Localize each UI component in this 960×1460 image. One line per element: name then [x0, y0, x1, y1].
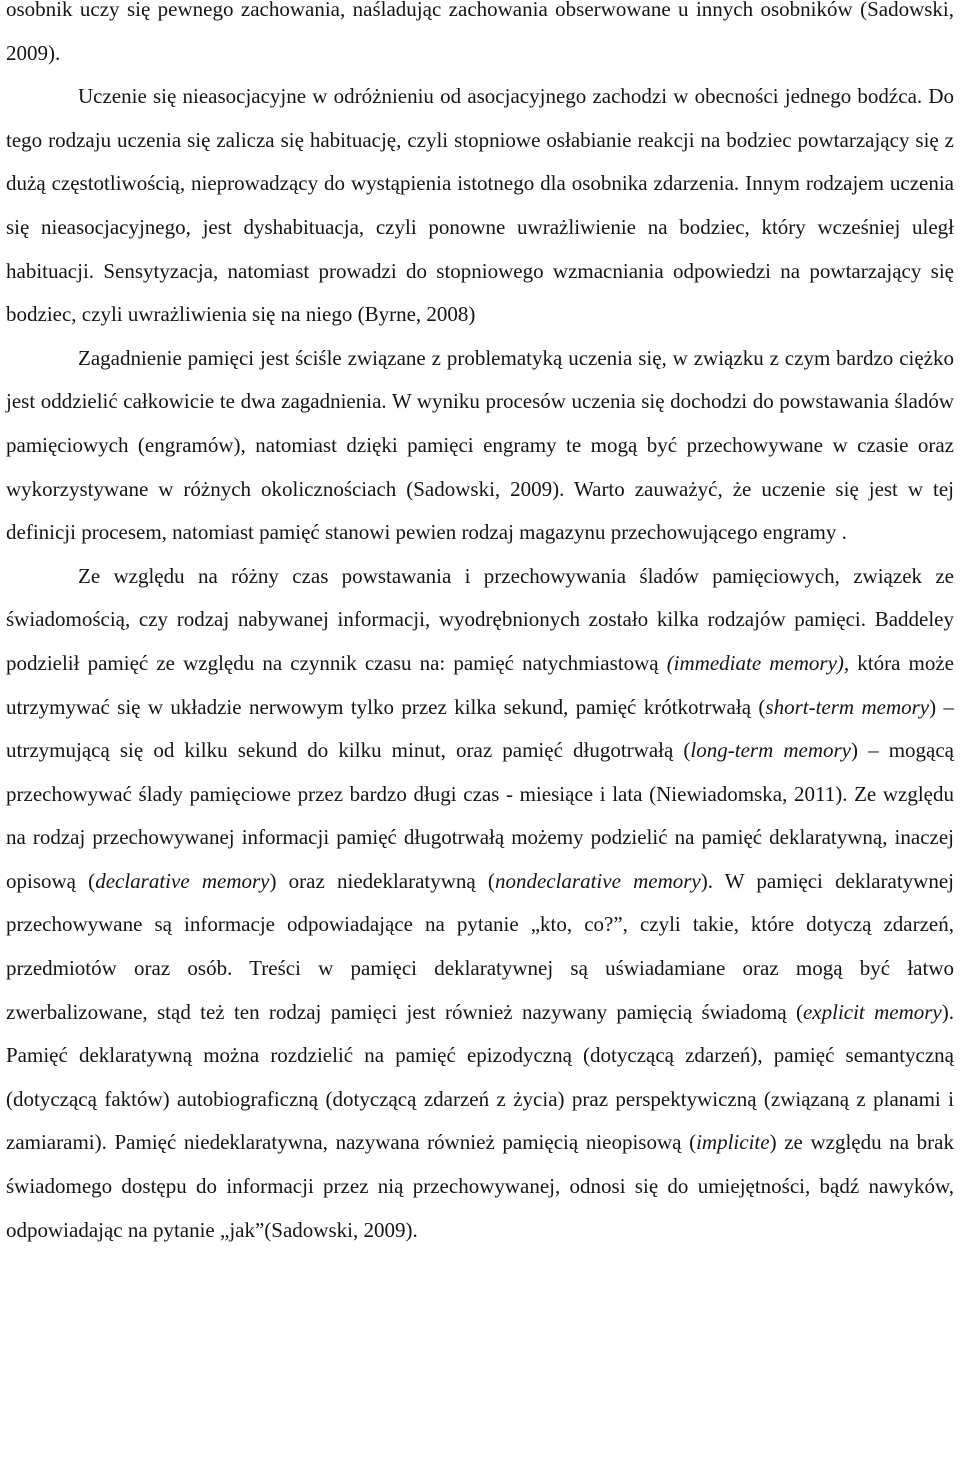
term-explicit-memory: explicit memory	[802, 999, 942, 1024]
paragraph-text: ). W pamięci deklaratywnej przechowywane są informacje odpowiadające na pytanie „kto, co?”, czyli takie, które dotyczą zdarzeń, przedmiotów oraz osób. Treści w pamięci deklaratywnej są uświadamiane oraz mogą być łatwo zwerbalizowane, stąd też ten rodzaj pamięci jest również nazywany pamięcią świadomą (	[6, 868, 955, 1024]
paragraph-text: osobnik uczy się pewnego zachowania, naśladując zachowania obserwowane u innych osobników (Sadowski, 2009).	[6, 0, 954, 65]
document-page	[6, 0, 954, 1252]
paragraph-text: ). Pamięć deklaratywną można rozdzielić na pamięć epizodyczną (dotyczącą zdarzeń), pamięć semantyczną (dotyczącą faktów) autobiograficzną (dotyczącą zdarzeń z życia) praz perspektywiczną (związaną z planami i zamiarami). Pamięć niedeklaratywna, nazywana również pamięcią nieopisową (	[6, 999, 954, 1155]
paragraph-text: ) ze względu na brak świadomego dostępu do informacji przez nią przechowywanej, odnosi się do umiejętności, bądź nawyków, odpowiadając na pytanie „jak”(Sadowski, 2009).	[6, 1130, 954, 1242]
term-immediate-memory: (immediate memory),	[666, 650, 850, 675]
paragraph-nonassociative-learning	[6, 75, 954, 337]
paragraph-text: Uczenie się nieasocjacyjne w odróżnieniu od asocjacyjnego zachodzi w obecności jednego bodźca. Do tego rodzaju uczenia się zalicza się habituację, czyli stopniowe osłabianie reakcji na bodziec powtarzający się z dużą częstotliwością, nieprowadzący do wystąpienia istotnego dla osobnika zdarzenia. Innym rodzajem uczenia się nieasocjacyjnego, jest dyshabituacja, czyli ponowne uwrażliwienie na bodziec, który wcześniej uległ habituacji. Sensytyzacja, natomiast prowadzi do stopniowego wzmacniania odpowiedzi na powtarzający się bodziec, czyli uwrażliwienia się na niego (Byrne, 2008)	[6, 84, 954, 327]
term-implicite: implicite	[696, 1130, 770, 1155]
paragraph-text: Ze względu na różny czas powstawania i przechowywania śladów pamięciowych, związek ze świadomością, czy rodzaj nabywanej informacji, wyodrębnionych zostało kilka rodzajów pamięci. Baddeley podzielił pamięć ze względu na czynnik czasu na: pamięć natychmiastową	[6, 563, 954, 675]
paragraph-text: ) – mogącą przechowywać ślady pamięciowe przez bardzo długi czas - miesiące i lata (Niewiadomska, 2011). Ze względu na rodzaj przechowywanej informacji pamięć długotrwałą możemy podzielić na pamięć deklaratywną, inaczej opisową (	[6, 738, 954, 893]
term-declarative-memory: declarative memory	[95, 868, 270, 893]
paragraph-memory-types	[6, 555, 954, 1253]
paragraph-text: ) – utrzymującą się od kilku sekund do kilku minut, oraz pamięć długotrwałą (	[6, 694, 954, 763]
paragraph-imitation-learning	[6, 0, 954, 75]
term-short-term-memory: short-term memory	[765, 694, 930, 719]
term-nondeclarative-memory: nondeclarative memory	[494, 868, 701, 893]
paragraph-memory-and-learning	[6, 337, 954, 555]
paragraph-text: Zagadnienie pamięci jest ściśle związane z problematyką uczenia się, w związku z czym bardzo ciężko jest oddzielić całkowicie te dwa zagadnienia. W wyniku procesów uczenia się dochodzi do powstawania śladów pamięciowych (engramów), natomiast dzięki pamięci engramy te mogą być przechowywane w czasie oraz wykorzystywane w różnych okolicznościach (Sadowski, 2009). Warto zauważyć, że uczenie się jest w tej definicji procesem, natomiast pamięć stanowi pewien rodzaj magazynu przechowującego engramy .	[6, 345, 954, 545]
paragraph-text: ) oraz niedeklaratywną (	[269, 868, 495, 893]
paragraph-text: która może utrzymywać się w układzie nerwowym tylko przez kilka sekund, pamięć krótkotrwałą (	[6, 650, 955, 719]
term-long-term-memory: long-term memory	[690, 738, 851, 763]
